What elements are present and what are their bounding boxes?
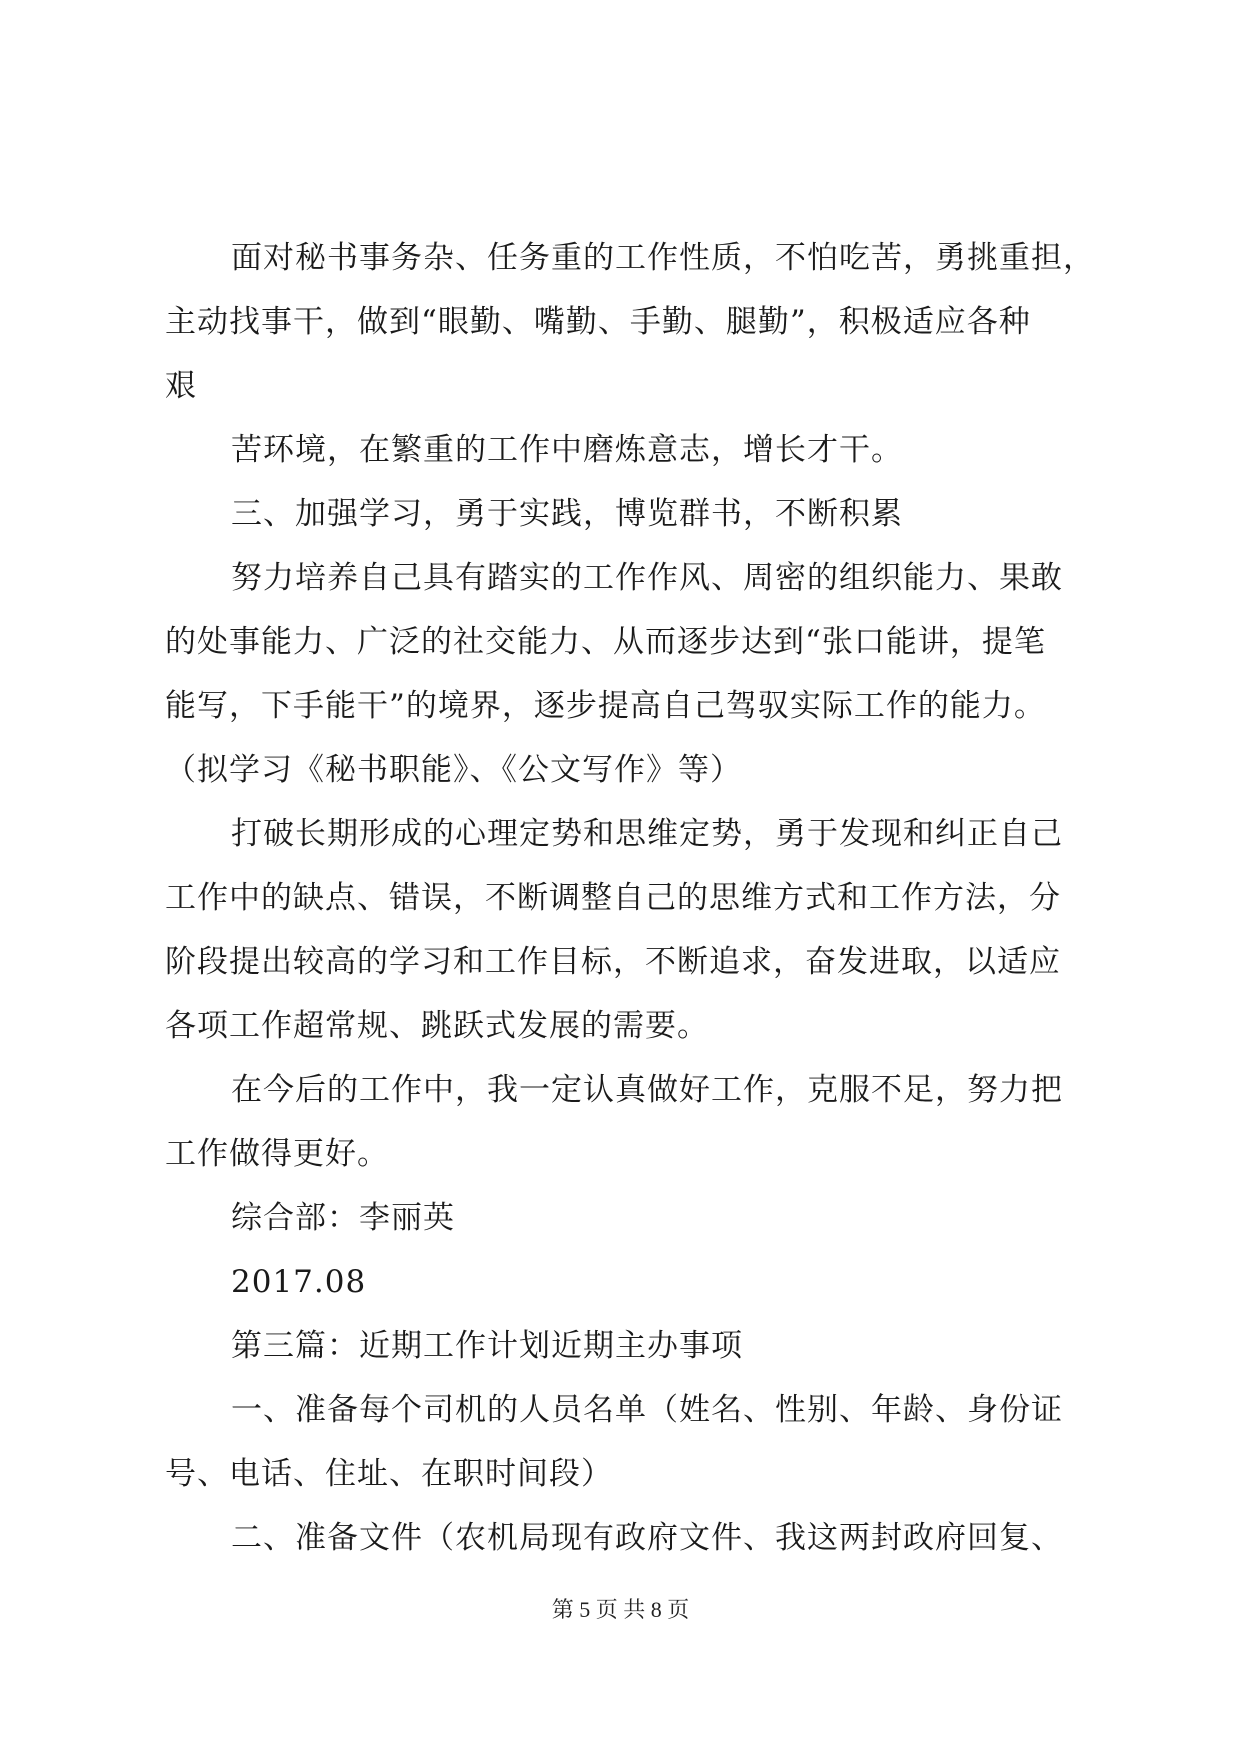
text-line-14: 在今后的工作中，我一定认真做好工作，克服不足，努力把 <box>231 1072 1063 1108</box>
text-line-20: 号、电话、住址、在职时间段） <box>165 1456 613 1492</box>
text-line-21: 二、准备文件（农机局现有政府文件、我这两封政府回复、 <box>231 1520 1063 1556</box>
text-line-15: 工作做得更好。 <box>165 1136 389 1172</box>
text-line-4: 苦环境，在繁重的工作中磨炼意志，增长才干。 <box>231 432 903 468</box>
text-line-3: 艰 <box>165 368 197 404</box>
text-line-9: （拟学习《秘书职能》、《公文写作》等） <box>165 752 742 788</box>
signature-department: 综合部：李丽英 <box>231 1200 455 1236</box>
text-line-19: 一、准备每个司机的人员名单（姓名、性别、年龄、身份证 <box>231 1392 1063 1428</box>
text-line-6: 努力培养自己具有踏实的工作作风、周密的组织能力、果敢 <box>231 560 1063 596</box>
text-line-10: 打破长期形成的心理定势和思维定势，勇于发现和纠正自己 <box>231 816 1063 852</box>
text-line-8: 能写，下手能干”的境界，逐步提高自己驾驭实际工作的能力。 <box>165 688 1046 724</box>
text-line-7: 的处事能力、广泛的社交能力、从而逐步达到“张口能讲，提笔 <box>165 624 1046 660</box>
text-line-12: 阶段提出较高的学习和工作目标，不断追求，奋发进取，以适应 <box>165 944 1061 980</box>
text-line-11: 工作中的缺点、错误，不断调整自己的思维方式和工作方法，分 <box>165 880 1061 916</box>
text-line-2: 主动找事干，做到“眼勤、嘴勤、手勤、腿勤”，积极适应各种 <box>165 304 1031 340</box>
chapter-title: 第三篇：近期工作计划近期主办事项 <box>231 1328 743 1364</box>
document-body <box>165 226 1095 1570</box>
signature-date: 2017.08 <box>231 1264 367 1300</box>
page-number-footer: 第 5 页 共 8 页 <box>551 1597 690 1622</box>
section-heading-3: 三、加强学习，勇于实践，博览群书，不断积累 <box>231 496 903 532</box>
text-line-13: 各项工作超常规、跳跃式发展的需要。 <box>165 1008 709 1044</box>
text-line-1: 面对秘书事务杂、任务重的工作性质，不怕吃苦，勇挑重担， <box>231 240 1095 276</box>
